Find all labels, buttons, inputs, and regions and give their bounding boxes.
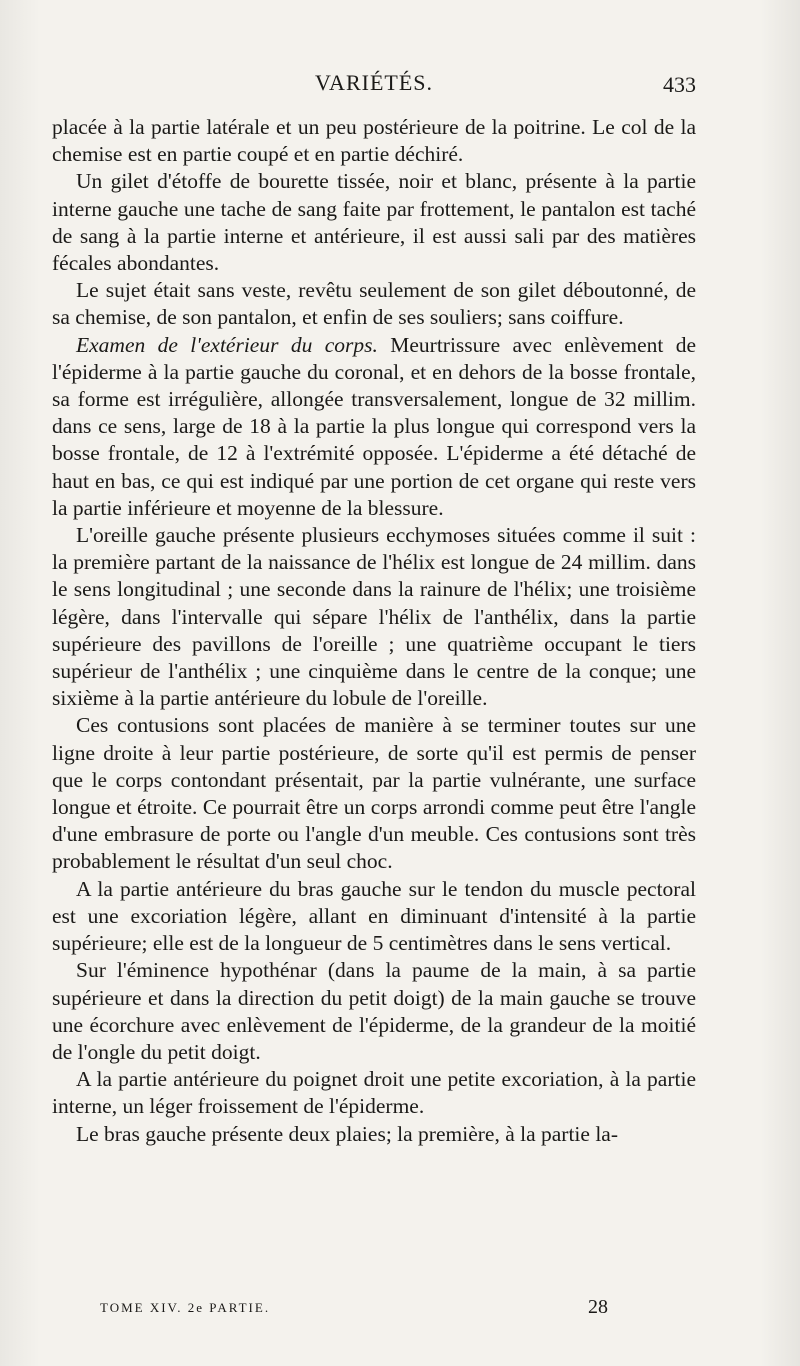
body-text xyxy=(52,114,696,1148)
paragraph xyxy=(52,277,696,331)
sheet-number: 28 xyxy=(588,1296,608,1318)
paragraph xyxy=(52,1121,696,1148)
paragraph-text: Meurtrissure avec enlèvement de l'épiderme à la partie gauche du coronal, et en dehors de la bosse frontale, sa forme est irrégulière, allongée transversalement, longue de 32 millim. dans ce sens, large de 18 à la partie la plus longue qui correspond vers la bosse frontale, de 12 à l'extrémité opposée. L'épiderme a été détaché de haut en bas, ce qui est indiqué par une portion de cet organe qui reste vers la partie inférieure et moyenne de la blessure. xyxy=(52,332,696,520)
paragraph xyxy=(52,712,696,875)
paragraph xyxy=(52,332,696,522)
page-number: 433 xyxy=(663,72,696,97)
running-title: VARIÉTÉS. xyxy=(315,70,433,95)
section-lead: Examen de l'extérieur du corps. xyxy=(76,332,378,357)
paragraph xyxy=(52,114,696,168)
paragraph xyxy=(52,876,696,958)
paragraph xyxy=(52,1066,696,1120)
paragraph-text: A la partie antérieure du poignet droit une petite excoriation, à la partie interne, un léger froissement de l'épiderme. xyxy=(52,1067,696,1119)
paragraph-text: Le sujet était sans veste, revêtu seulement de son gilet déboutonné, de sa chemise, de son pantalon, et enfin de ses souliers; sans coiffure. xyxy=(52,278,696,330)
page-header xyxy=(52,70,696,104)
page-footer xyxy=(100,1296,620,1322)
paragraph-text: L'oreille gauche présente plusieurs ecchymoses situées comme il suit : la première partant de la naissance de l'hélix est longue de 24 millim. dans le sens longitudinal ; une seconde dans la rainure de l'hélix; une troisième légère, dans l'intervalle qui sépare l'hélix de l'anthélix, dans la partie supérieure des pavillons de l'oreille ; une quatrième occupant le tiers supérieur de l'anthélix ; une cinquième dans le centre de la conque; une sixième à la partie antérieure du lobule de l'oreille. xyxy=(52,523,696,711)
paragraph-text: A la partie antérieure du bras gauche sur le tendon du muscle pectoral est une excoriation légère, allant en diminuant d'intensité à la partie supérieure; elle est de la longueur de 5 centimètres dans le sens vertical. xyxy=(52,876,696,956)
paragraph xyxy=(52,168,696,277)
paragraph-text: Le bras gauche présente deux plaies; la première, à la partie la- xyxy=(76,1121,619,1146)
signature-mark: TOME XIV. 2e PARTIE. xyxy=(100,1300,271,1315)
paragraph-text: Ces contusions sont placées de manière à se terminer toutes sur une ligne droite à leur partie postérieure, de sorte qu'il est permis de penser que le corps contondant présentait, par la partie vulnérante, une surface longue et étroite. Ce pourrait être un corps arrondi comme peut être l'angle d'une embrasure de porte ou l'angle d'un meuble. Ces contusions sont très probablement le résultat d'un seul choc. xyxy=(52,713,696,874)
paragraph xyxy=(52,522,696,712)
paragraph-text: placée à la partie latérale et un peu postérieure de la poitrine. Le col de la chemise est en partie coupé et en partie déchiré. xyxy=(52,115,696,167)
paragraph xyxy=(52,957,696,1066)
paragraph-text: Un gilet d'étoffe de bourette tissée, noir et blanc, présente à la partie interne gauche une tache de sang faite par frottement, le pantalon est taché de sang à la partie interne et antérieure, il est aussi sali par des matières fécales abondantes. xyxy=(52,169,696,276)
paragraph-text: Sur l'éminence hypothénar (dans la paume de la main, à sa partie supérieure et dans la direction du petit doigt) de la main gauche se trouve une écorchure avec enlèvement de l'épiderme, de la grandeur de la moitié de l'ongle du petit doigt. xyxy=(52,958,696,1064)
